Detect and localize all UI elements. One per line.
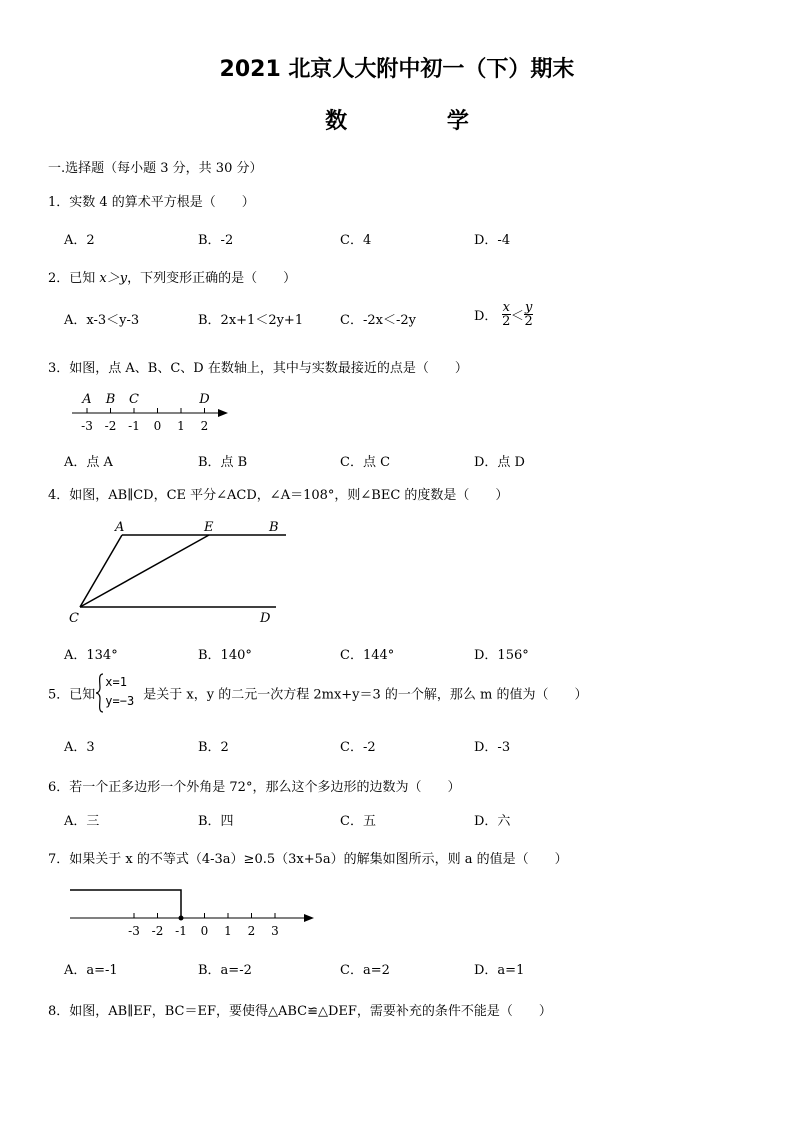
q2-fraction-left <box>502 301 511 328</box>
q4-option-d: D．156° <box>474 648 529 663</box>
q2-stem-var: x＞y <box>99 271 128 286</box>
q2-option-b: B．2x+1＜2y+1 <box>198 313 304 328</box>
q1-option-d: D．-4 <box>474 233 511 248</box>
point-label: C <box>129 392 139 407</box>
q3-option-c: C．点 C <box>340 455 391 470</box>
tick-label: 1 <box>224 924 232 938</box>
label-a: A <box>115 520 125 535</box>
fraction-numerator: y <box>524 300 533 315</box>
q2-option-d-relation: ＜ <box>510 309 524 324</box>
tick-label: 0 <box>200 924 209 938</box>
question-2-stem <box>48 267 296 286</box>
tick-label: -1 <box>175 924 187 938</box>
page-title: 2021 北京人大附中初一（下）期末 <box>219 57 575 82</box>
q2-option-a: A．x-3＜y-3 <box>64 313 140 328</box>
q6-option-c: C．五 <box>340 814 376 829</box>
q1-option-c: C．4 <box>340 233 372 248</box>
tick-label: -2 <box>104 419 117 433</box>
system-equation-1: x=1 <box>105 675 127 689</box>
q7-option-b: B．a=-2 <box>198 963 252 978</box>
tick-label: -2 <box>151 924 164 938</box>
q2-fraction-right <box>524 301 533 328</box>
segment-ce <box>80 535 209 607</box>
q7-option-a: A．a=-1 <box>64 963 118 978</box>
q2-option-c: C．-2x＜-2y <box>340 313 416 328</box>
q6-option-b: B．四 <box>198 814 234 829</box>
tick-label: -3 <box>128 924 140 938</box>
tick-label: 3 <box>271 924 279 938</box>
label-d: D <box>260 611 271 626</box>
q4-option-a: A．134° <box>64 648 118 663</box>
tick-label: 2 <box>247 924 256 938</box>
q5-option-a: A．3 <box>64 740 95 755</box>
q5-stem-b: 是关于 x，y 的二元一次方程 2mx+y＝3 的一个解，那么 m 的值为（ ） <box>143 687 588 703</box>
q4-option-c: C．144° <box>340 648 395 663</box>
label-c: C <box>69 611 79 626</box>
q3-option-a: A．点 A <box>64 455 113 470</box>
question-4-stem: 4．如图，AB∥CD，CE 平分∠ACD，∠A＝108°，则∠BEC 的度数是（ ） <box>48 488 509 503</box>
fraction-denominator: 2 <box>502 314 511 329</box>
q5-option-b: B．2 <box>198 740 229 755</box>
tick-label: 1 <box>177 419 185 433</box>
fraction-numerator: x <box>502 300 510 315</box>
q2-stem-b: ，下列变形正确的是（ ） <box>127 271 297 286</box>
section-heading: 一.选择题（每小题 3 分，共 30 分） <box>48 161 263 176</box>
tick-label: 0 <box>153 419 162 433</box>
q5-option-c: C．-2 <box>340 740 376 755</box>
tick-label: -1 <box>128 419 140 433</box>
q7-solution-set-figure <box>60 884 320 940</box>
q5-equation-system <box>95 673 143 713</box>
question-5-stem <box>48 673 588 713</box>
fraction-denominator: 2 <box>524 314 533 329</box>
tick-label: -3 <box>81 419 93 433</box>
label-e: E <box>204 520 214 535</box>
q3-option-b: B．点 B <box>198 455 248 470</box>
q5-stem-a: 5．已知 <box>48 687 96 703</box>
q3-option-d: D．点 D <box>474 455 525 470</box>
left-brace-icon <box>95 673 105 713</box>
segment-ac <box>80 535 122 607</box>
label-b: B <box>269 520 279 535</box>
question-1-stem: 1．实数 4 的算术平方根是（ ） <box>48 195 255 210</box>
q1-option-b: B．-2 <box>198 233 234 248</box>
q2-option-d-prefix: D． <box>474 309 498 324</box>
q5-option-d: D．-3 <box>474 740 511 755</box>
q2-stem-a: 2．已知 <box>48 271 100 286</box>
question-3-stem: 3．如图，点 A、B、C、D 在数轴上，其中与实数最接近的点是（ ） <box>48 361 468 376</box>
arrow-head-icon <box>304 914 314 922</box>
tick-label: 2 <box>200 419 209 433</box>
q4-parallel-lines-figure <box>64 516 294 628</box>
q2-option-d <box>474 301 533 328</box>
question-7-stem: 7．如果关于 x 的不等式（4-3a）≥0.5（3x+5a）的解集如图所示，则 a 的值是（ ） <box>48 852 568 867</box>
q6-option-d: D．六 <box>474 814 511 829</box>
q4-option-b: B．140° <box>198 648 252 663</box>
point-label: A <box>82 392 92 407</box>
q7-option-d: D．a=1 <box>474 963 525 978</box>
point-label: D <box>199 392 210 407</box>
q7-option-c: C．a=2 <box>340 963 390 978</box>
question-6-stem: 6．若一个正多边形一个外角是 72°，那么这个多边形的边数为（ ） <box>48 780 461 795</box>
q3-number-line-figure <box>60 388 240 436</box>
q1-option-a: A．2 <box>64 233 95 248</box>
subject-title: 数 学 <box>325 109 515 134</box>
solution-set-ray <box>70 890 181 918</box>
arrow-head-icon <box>218 409 228 417</box>
question-8-stem: 8．如图，AB∥EF，BC＝EF，要使得△ABC≌△DEF，需要补充的条件不能是（ ） <box>48 1004 552 1019</box>
q6-option-a: A．三 <box>64 814 100 829</box>
point-label: B <box>105 392 116 407</box>
system-equation-2: y=−3 <box>105 694 135 708</box>
